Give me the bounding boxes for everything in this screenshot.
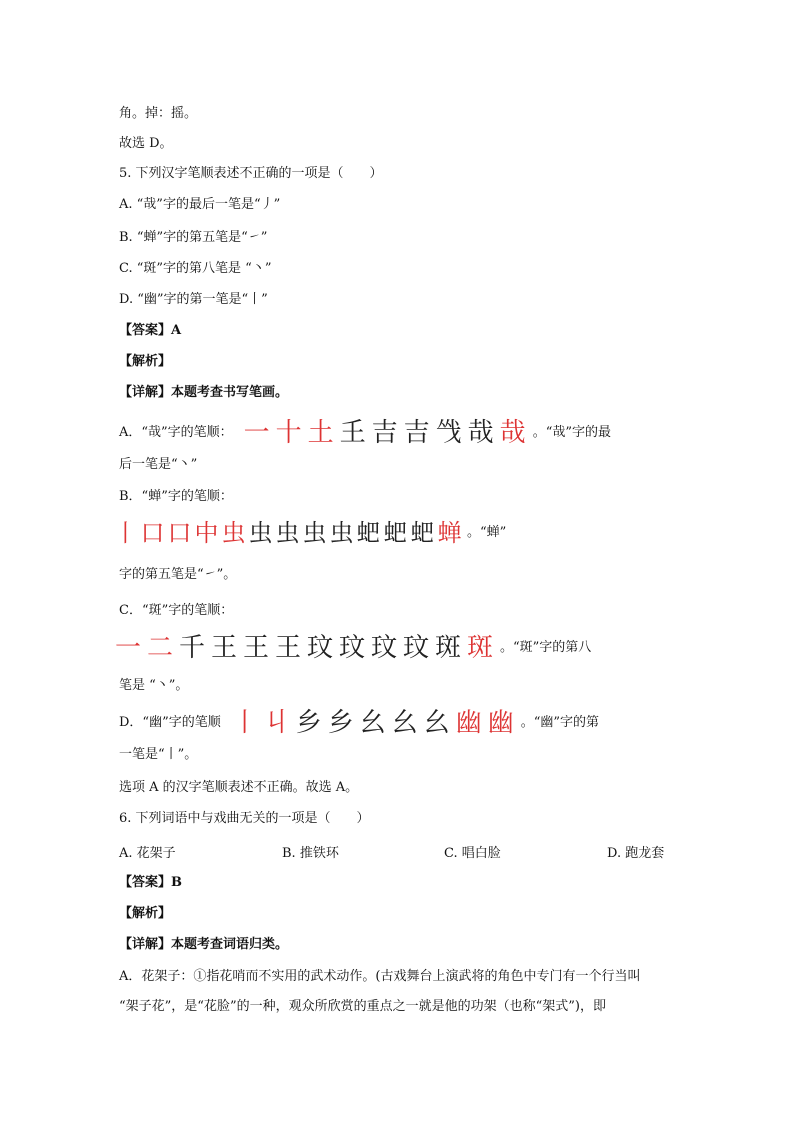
- stroke-step: 虫: [248, 518, 273, 547]
- stroke-row-prefix: D．“幽”字的笔顺: [119, 714, 221, 730]
- stroke-step: 㦰: [435, 417, 462, 448]
- stroke-step: 乡: [295, 707, 322, 738]
- option-c: C. “斑”字的第八笔是 “丶”: [119, 261, 272, 276]
- text-line: 角。掉：摇。: [119, 106, 198, 121]
- stroke-step: 幺: [423, 707, 450, 738]
- analysis-label: 【解析】: [119, 906, 172, 921]
- stroke-step: 虫: [275, 518, 300, 547]
- stroke-row-prefix: A．“哉”字的笔顺：: [119, 424, 233, 440]
- option-a: A. “哉”字的最后一笔是“丿”: [119, 197, 281, 212]
- text-line: B．“蝉”字的笔顺：: [119, 489, 233, 504]
- stroke-step: 口: [167, 518, 192, 547]
- conclusion: 选项 A 的汉字笔顺表述不正确。故选 A。: [119, 780, 359, 795]
- stroke-step: 虫: [302, 518, 327, 547]
- stroke-step: 玟: [402, 632, 429, 663]
- stroke-step: 土: [307, 417, 334, 448]
- option-b: B. “蝉”字的第五笔是“㇀”: [119, 230, 268, 245]
- stroke-step: 蚆: [356, 518, 381, 547]
- stroke-row-ban: [112, 625, 591, 665]
- stroke-step: 王: [210, 632, 237, 663]
- stroke-step: 口: [140, 518, 165, 547]
- stroke-step: 王: [242, 632, 269, 663]
- text-line: C．“斑”字的笔顺：: [119, 603, 234, 618]
- stroke-step: 虫: [221, 518, 246, 547]
- answer-label: 【答案】A: [119, 323, 182, 338]
- option-b: B. 推铁环: [282, 846, 339, 861]
- stroke-step: 幽: [487, 707, 514, 738]
- stroke-step: 二: [146, 632, 173, 663]
- question-5: 5. 下列汉字笔顺表述不正确的一项是（ ）: [119, 166, 383, 181]
- stroke-row-suffix: 。“蝉”: [467, 524, 507, 540]
- detail-label: 【详解】本题考查词语归类。: [119, 937, 289, 952]
- stroke-step: 虫: [329, 518, 354, 547]
- analysis-label: 【解析】: [119, 354, 172, 369]
- stroke-row-you: [119, 700, 599, 740]
- stroke-step: 幽: [455, 707, 482, 738]
- stroke-row-zai: [119, 410, 611, 450]
- stroke-step: 幺: [391, 707, 418, 738]
- stroke-order-chan: [112, 513, 463, 548]
- stroke-order-you: [229, 702, 517, 739]
- stroke-order-ban: [112, 627, 496, 664]
- text-line: 一笔是“丨”。: [119, 747, 198, 762]
- stroke-step: 蚆: [410, 518, 435, 547]
- stroke-step: 𡈼: [339, 417, 366, 448]
- text-line: 后一笔是“丶”: [119, 457, 198, 472]
- answer-label: 【答案】B: [119, 875, 182, 890]
- text-line: 笔是 “丶”。: [119, 678, 189, 693]
- stroke-step: 哉: [499, 417, 526, 448]
- stroke-step: 哉: [467, 417, 494, 448]
- text-line: “架子花”，是“花脸”的一种，观众所欣赏的重点之一就是他的功架（也称“架式”)，即: [119, 999, 606, 1014]
- option-d: D. “幽”字的第一笔是“丨”: [119, 292, 268, 307]
- option-a: A. 花架子: [119, 846, 176, 861]
- option-c: C. 唱白脸: [444, 846, 501, 861]
- stroke-step: 十: [275, 417, 302, 448]
- stroke-row-suffix: 。“斑”字的第八: [500, 639, 592, 655]
- question-6: 6. 下列词语中与戏曲无关的一项是（ ）: [119, 811, 370, 826]
- stroke-row-suffix: 。“哉”字的最: [532, 424, 611, 440]
- stroke-step: 丨: [113, 518, 138, 547]
- stroke-step: 王: [274, 632, 301, 663]
- stroke-step: 千: [178, 632, 205, 663]
- stroke-step: 玟: [370, 632, 397, 663]
- stroke-step: 中: [194, 518, 219, 547]
- stroke-step: 玟: [306, 632, 333, 663]
- question-6-options: [119, 842, 679, 862]
- option-d: D. 跑龙套: [607, 846, 665, 861]
- stroke-step: 吉: [403, 417, 430, 448]
- stroke-order-zai: [241, 412, 529, 449]
- stroke-step: 一: [114, 632, 141, 663]
- detail-label: 【详解】本题考查书写笔画。: [119, 385, 289, 400]
- stroke-row-chan: [112, 510, 506, 550]
- stroke-step: 玟: [338, 632, 365, 663]
- stroke-step: 斑: [434, 632, 461, 663]
- text-line: 故选 D。: [119, 136, 173, 151]
- stroke-step: 乡: [327, 707, 354, 738]
- stroke-step: 吉: [371, 417, 398, 448]
- stroke-step: 斑: [466, 632, 493, 663]
- stroke-row-suffix: 。“幽”字的第: [520, 714, 600, 730]
- stroke-step: 蝉: [437, 518, 462, 547]
- stroke-step: 丩: [263, 707, 290, 738]
- text-line: A．花架子：①指花哨而不实用的武术动作。(古戏舞台上演武将的角色中专门有一个行当叫: [119, 969, 641, 984]
- stroke-step: 丨: [231, 707, 258, 738]
- stroke-step: 一: [243, 417, 270, 448]
- stroke-step: 蚆: [383, 518, 408, 547]
- text-line: 字的第五笔是“㇀”。: [119, 567, 237, 582]
- stroke-step: 幺: [359, 707, 386, 738]
